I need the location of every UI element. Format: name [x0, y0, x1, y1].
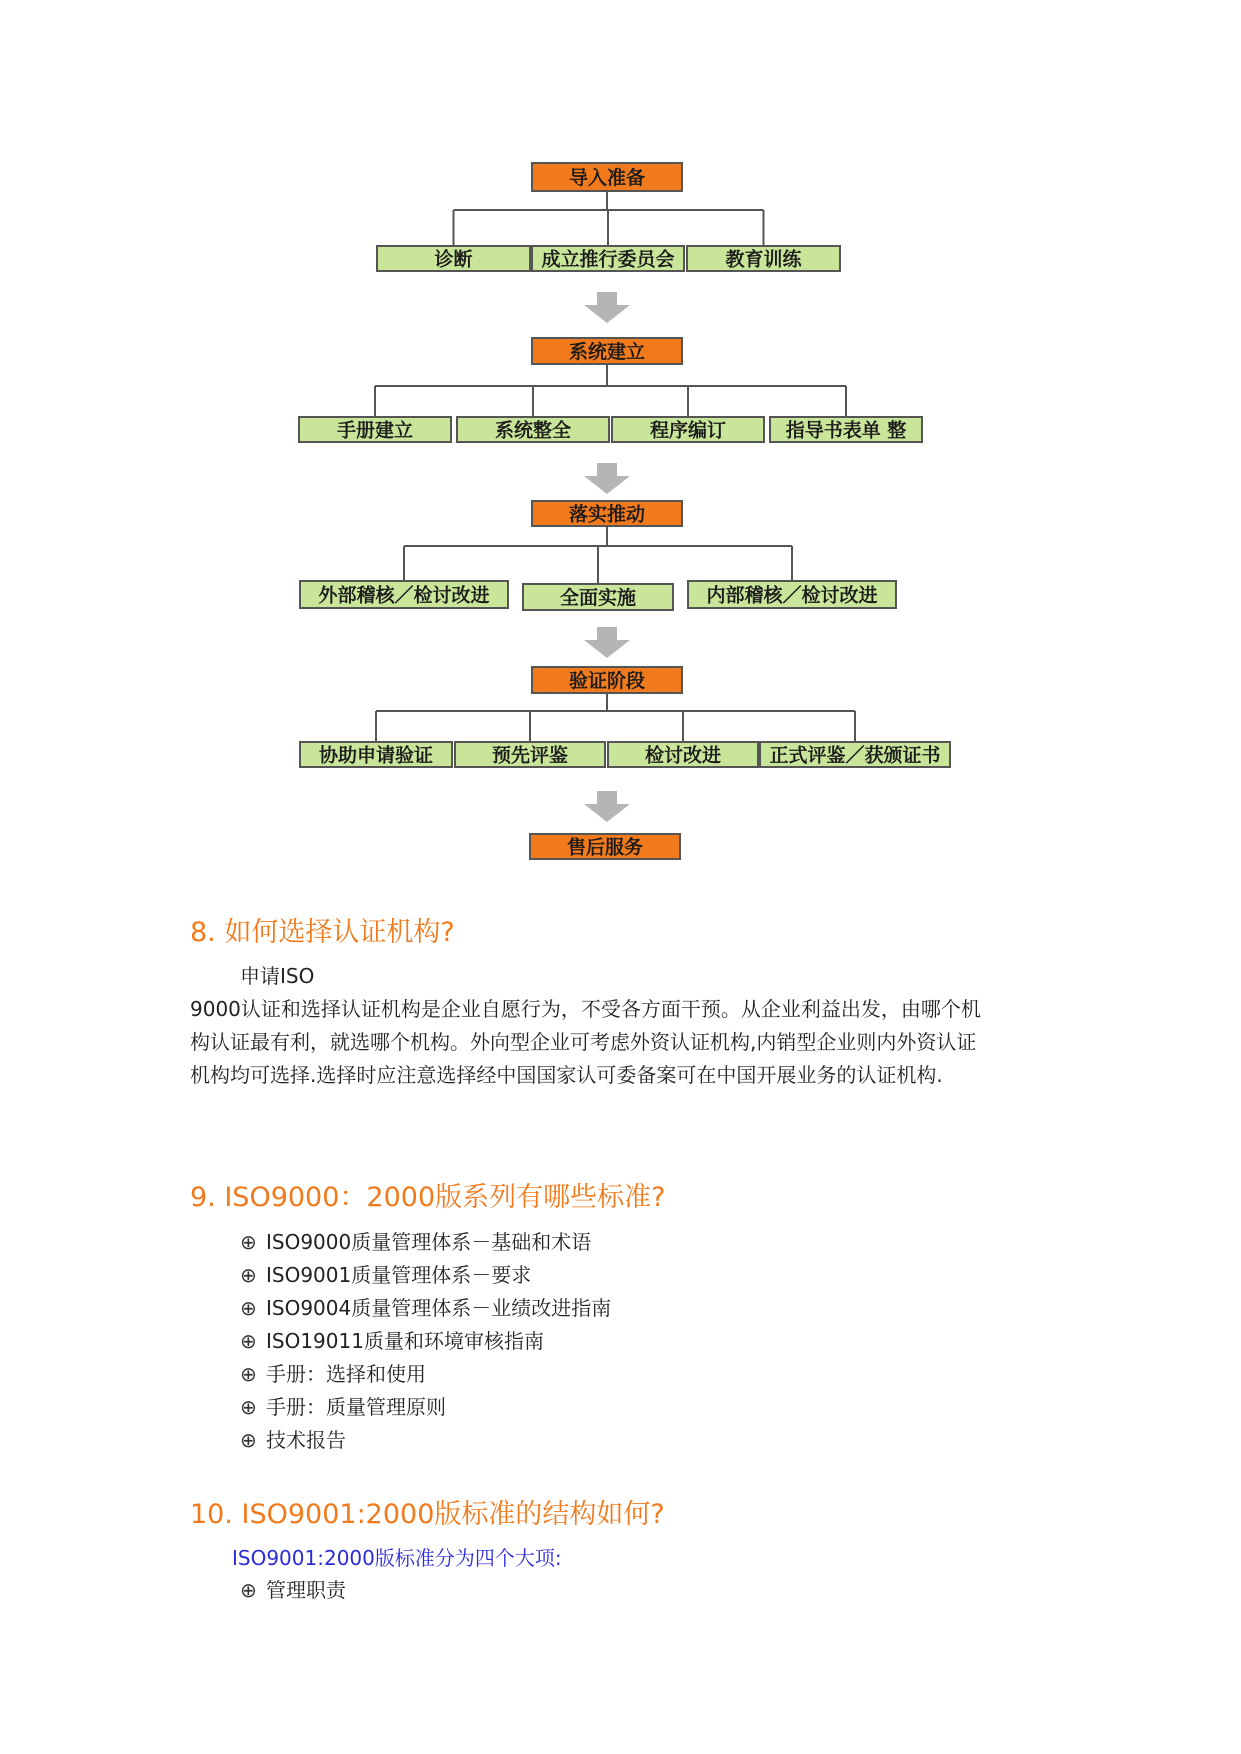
flowchart-boxes [299, 163, 950, 859]
section10-heading: 10. ISO9001:2000版标准的结构如何? [190, 1499, 665, 1530]
section8-line-1: 申请ISO [240, 964, 315, 988]
step-box [300, 742, 452, 767]
step-box [523, 584, 673, 610]
section8-line-2: 9000认证和选择认证机构是企业自愿行为，不受各方面干预。从企业利益出发，由哪个机 [190, 997, 981, 1021]
section8-line-4: 机构均可选择.选择时应注意选择经中国国家认可委备案可在中国开展业务的认证机构. [190, 1063, 943, 1087]
arrow-shaft [597, 791, 617, 805]
step-box [455, 742, 605, 767]
down-arrow-icon [584, 463, 630, 494]
arrow-head [584, 476, 630, 494]
step-box [377, 246, 530, 271]
step-box [687, 246, 840, 271]
arrow-head [584, 640, 630, 658]
step-label: 外部稽核／检讨改进 [318, 584, 490, 607]
section10-intro: ISO9001:2000版标准分为四个大项: [232, 1546, 562, 1570]
list-item-text: ISO9001质量管理体系－要求 [266, 1263, 532, 1287]
circled-plus-icon: ⊕ [240, 1230, 257, 1254]
list-item [240, 1424, 611, 1457]
list-item [240, 1325, 611, 1358]
list-item [240, 1292, 611, 1325]
section9-heading: 9. ISO9000：2000版系列有哪些标准? [190, 1182, 666, 1213]
step-label: 手册建立 [336, 419, 414, 442]
stage-box [532, 338, 682, 364]
step-label: 检讨改进 [644, 744, 722, 767]
circled-plus-icon: ⊕ [240, 1329, 257, 1353]
stage-label: 售后服务 [566, 836, 644, 859]
stage-box [532, 163, 682, 191]
step-label: 预先评鉴 [491, 744, 569, 767]
step-box [457, 417, 609, 442]
step-box [300, 581, 508, 608]
stage-box [530, 834, 680, 859]
down-arrow-icon [584, 791, 630, 822]
down-arrow-icon [584, 627, 630, 658]
stage-box [532, 501, 682, 526]
step-box [608, 742, 758, 767]
section10-items-list [240, 1574, 346, 1607]
list-item-text: 手册：选择和使用 [266, 1362, 426, 1386]
section9-standards-list [240, 1226, 611, 1457]
step-box [612, 417, 764, 442]
stage-label: 导入准备 [568, 167, 646, 189]
step-label: 诊断 [434, 248, 473, 271]
step-box [760, 742, 950, 767]
step-label: 内部稽核／检讨改进 [706, 584, 878, 607]
down-arrow-icon [584, 292, 630, 323]
stage-label: 系统建立 [568, 341, 646, 363]
step-label: 正式评鉴／获颁证书 [769, 744, 941, 767]
step-label: 协助申请验证 [318, 744, 434, 767]
list-item [240, 1391, 611, 1424]
arrow-shaft [597, 463, 617, 477]
step-box [688, 581, 896, 608]
step-box [299, 417, 451, 442]
circled-plus-icon: ⊕ [240, 1428, 257, 1452]
list-item-text: 管理职责 [266, 1578, 346, 1602]
list-item-text: ISO9004质量管理体系－业绩改进指南 [266, 1296, 612, 1320]
step-label: 全面实施 [559, 587, 637, 609]
stage-box [532, 667, 682, 693]
step-label: 系统整全 [494, 419, 572, 442]
circled-plus-icon: ⊕ [240, 1362, 257, 1386]
stage-label: 落实推动 [568, 503, 646, 526]
section8-heading: 8. 如何选择认证机构? [190, 917, 455, 948]
list-item-text: 手册：质量管理原则 [266, 1395, 446, 1419]
arrow-shaft [597, 627, 617, 641]
step-box [532, 246, 684, 271]
stage-label: 验证阶段 [568, 670, 646, 692]
circled-plus-icon: ⊕ [240, 1578, 257, 1602]
arrow-head [584, 305, 630, 323]
circled-plus-icon: ⊕ [240, 1263, 257, 1287]
circled-plus-icon: ⊕ [240, 1296, 257, 1320]
step-label: 教育训练 [725, 248, 802, 271]
arrow-shaft [597, 292, 617, 306]
list-item-text: ISO9000质量管理体系－基础和术语 [266, 1230, 592, 1254]
step-label: 指导书表单 整 [785, 419, 907, 442]
list-item-text: ISO19011质量和环境审核指南 [266, 1329, 544, 1353]
step-label: 成立推行委员会 [541, 248, 675, 271]
list-item [240, 1259, 611, 1292]
section8-line-3: 构认证最有利，就选哪个机构。外向型企业可考虑外资认证机构,内销型企业则内外资认证 [190, 1030, 977, 1054]
list-item [240, 1358, 611, 1391]
list-item-text: 技术报告 [266, 1428, 346, 1452]
list-item [240, 1574, 346, 1607]
arrow-head [584, 804, 630, 822]
step-box [770, 417, 922, 442]
circled-plus-icon: ⊕ [240, 1395, 257, 1419]
list-item [240, 1226, 611, 1259]
step-label: 程序编订 [649, 419, 727, 442]
